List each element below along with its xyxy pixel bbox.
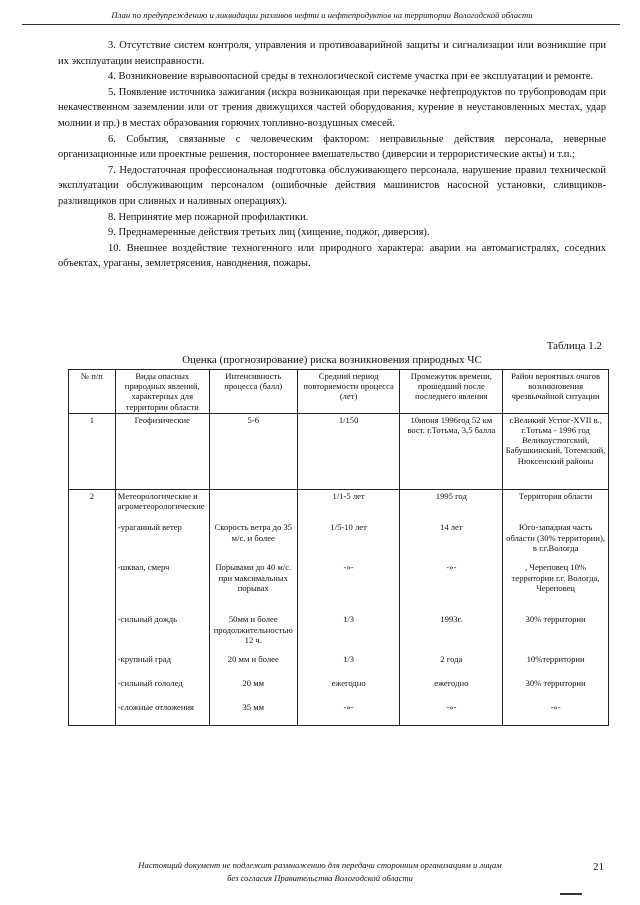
cell-type: -сложные отложения	[115, 697, 209, 725]
cell-elapsed: 14 лет	[400, 521, 503, 561]
cell-area: Юго-западная часть области (30% территории), в г.г.Вологда	[503, 521, 609, 561]
cell-intensity: 35 мм	[209, 697, 297, 725]
cell-intensity: 5-6	[209, 413, 297, 489]
cell-area: Территория области	[503, 489, 609, 521]
table-row	[69, 609, 609, 649]
cell-intensity: 20 мм и более	[209, 649, 297, 673]
cell-elapsed: 2 года	[400, 649, 503, 673]
cell-elapsed: ежегодно	[400, 673, 503, 697]
header-intensity: Интенсивность процесса (балл)	[209, 370, 297, 414]
cell-num: 1	[69, 413, 116, 489]
cell-num	[69, 649, 116, 673]
cell-intensity: 20 мм	[209, 673, 297, 697]
cell-type: Метеорологические и агрометеорологические	[115, 489, 209, 521]
table-header-row	[69, 370, 609, 414]
cell-type: -сильный гололед	[115, 673, 209, 697]
paragraph-5: 5. Появление источника зажигания (искра возникающая при перекачке нефтепродуктов по трубопроводам при некачественном заземлении или от трения движущихся частей оборудования, курение в неустановленных местах, удар молнии и пр.) в местах образования горючих топливно-воздушных смесей.	[58, 86, 606, 129]
header-area: Район вероятных очагов возникновения чрезвычайной ситуации	[503, 370, 609, 414]
header-period: Средний период повторяемости процесса (лет)	[297, 370, 400, 414]
cell-type: -ураганный ветер	[115, 521, 209, 561]
cell-num	[69, 561, 116, 609]
cell-intensity: Порывами до 40 м/с. при максимальных порывах	[209, 561, 297, 609]
cell-num	[69, 673, 116, 697]
header-rule	[22, 24, 620, 25]
footer-note	[80, 859, 560, 885]
header-type: Виды опасных природных явлений, характерных для территории области	[115, 370, 209, 414]
table-row	[69, 413, 609, 489]
cell-area: г.Великий Устюг-XVII в., г.Тотьма - 1996 год Великоустюгский, Бабушкинский, Тотемский, Нюксенский районы	[503, 413, 609, 489]
table-row	[69, 673, 609, 697]
risk-table	[68, 369, 609, 726]
paragraph-7: 7. Недостаточная профессиональная подготовка обслуживающего персонала, нарушение правил технической эксплуатации обслуживающим персоналом (ошибочные действия машинистов насосной установки, сливщиков-разливщиков при сливных и наливных операциях).	[58, 164, 606, 207]
paragraph-3: 3. Отсутствие систем контроля, управления и противоаварийной защиты и сигнализации или возникшие при их эксплуатации неисправности.	[58, 40, 606, 67]
cell-area: 30% территории	[503, 609, 609, 649]
header-num: № п/п	[69, 370, 116, 414]
table-row	[69, 649, 609, 673]
page-number: 21	[593, 861, 604, 873]
paragraph-4: 4. Возникновение взрывоопасной среды в технологической системе участка при ее эксплуатации и ремонте.	[108, 71, 594, 83]
footer-note-line1: Настоящий документ не подлежит размножению для передачи сторонним организациям и лицам	[138, 860, 502, 870]
cell-num: 2	[69, 489, 116, 521]
cell-intensity	[209, 489, 297, 521]
paragraph-9: 9. Преднамеренные действия третьих лиц (хищение, поджог, диверсия).	[108, 227, 430, 239]
paragraph-10: 10. Внешнее воздействие техногенного или природного характера: аварии на автомагистралях, соседних объектах, ураганы, землетрясения, наводнения, пожары.	[58, 242, 606, 270]
table-row	[69, 561, 609, 609]
cell-elapsed: -»-	[400, 561, 503, 609]
cell-type: Геофизические	[115, 413, 209, 489]
cell-num	[69, 609, 116, 649]
cell-type: -шквал, смерч	[115, 561, 209, 609]
cell-elapsed: 10июня 1996год 52 км вост. г.Тотьма, 3,5 балла	[400, 413, 503, 489]
cell-area: 10%территории	[503, 649, 609, 673]
cell-period: 1/3	[297, 649, 400, 673]
footer-note-line2: без согласия Правительства Вологодской области	[227, 873, 413, 883]
cell-elapsed: 1995 год	[400, 489, 503, 521]
cell-period: 1/150	[297, 413, 400, 489]
cell-period: 1/1-5 лет	[297, 489, 400, 521]
cell-area: 30% территории	[503, 673, 609, 697]
cell-period: -»-	[297, 697, 400, 725]
cell-period: 1/5-10 лет	[297, 521, 400, 561]
cell-num	[69, 521, 116, 561]
table-row	[69, 521, 609, 561]
cell-num	[69, 697, 116, 725]
running-header: План по предупреждению и ликвидации разливов нефти и нефтепродуктов на территории Вологодской области	[111, 10, 533, 20]
cell-period: -»-	[297, 561, 400, 609]
cell-intensity: 50мм и более продолжительностью 12 ч.	[209, 609, 297, 649]
table-row	[69, 697, 609, 725]
cell-elapsed: 1993г.	[400, 609, 503, 649]
cell-period: 1/3	[297, 609, 400, 649]
header-elapsed: Промежуток времени, прошедший после последнего явления	[400, 370, 503, 414]
paragraph-6: 6. События, связанные с человеческим фактором: неправильные действия персонала, неверные организационные или проектные решения, постороннее вмешательство (диверсии и террористические акты) и т.п.;	[58, 133, 606, 161]
table-row	[69, 489, 609, 521]
cell-area: , Череповец 10% территории г.г. Вологда, Череповец	[503, 561, 609, 609]
scan-mark	[560, 893, 582, 895]
table-caption: Оценка (прогнозирование) риска возникновения природных ЧС	[182, 354, 482, 366]
cell-type: -сильный дождь	[115, 609, 209, 649]
cell-type: -крупный град	[115, 649, 209, 673]
cell-elapsed: -»-	[400, 697, 503, 725]
cell-period: ежегодно	[297, 673, 400, 697]
cell-intensity: Скорость ветра до 35 м/с. и более	[209, 521, 297, 561]
cell-area: -»-	[503, 697, 609, 725]
table-number: Таблица 1.2	[546, 340, 602, 352]
paragraph-8: 8. Непринятие мер пожарной профилактики.	[108, 211, 309, 223]
body-text	[58, 38, 606, 272]
